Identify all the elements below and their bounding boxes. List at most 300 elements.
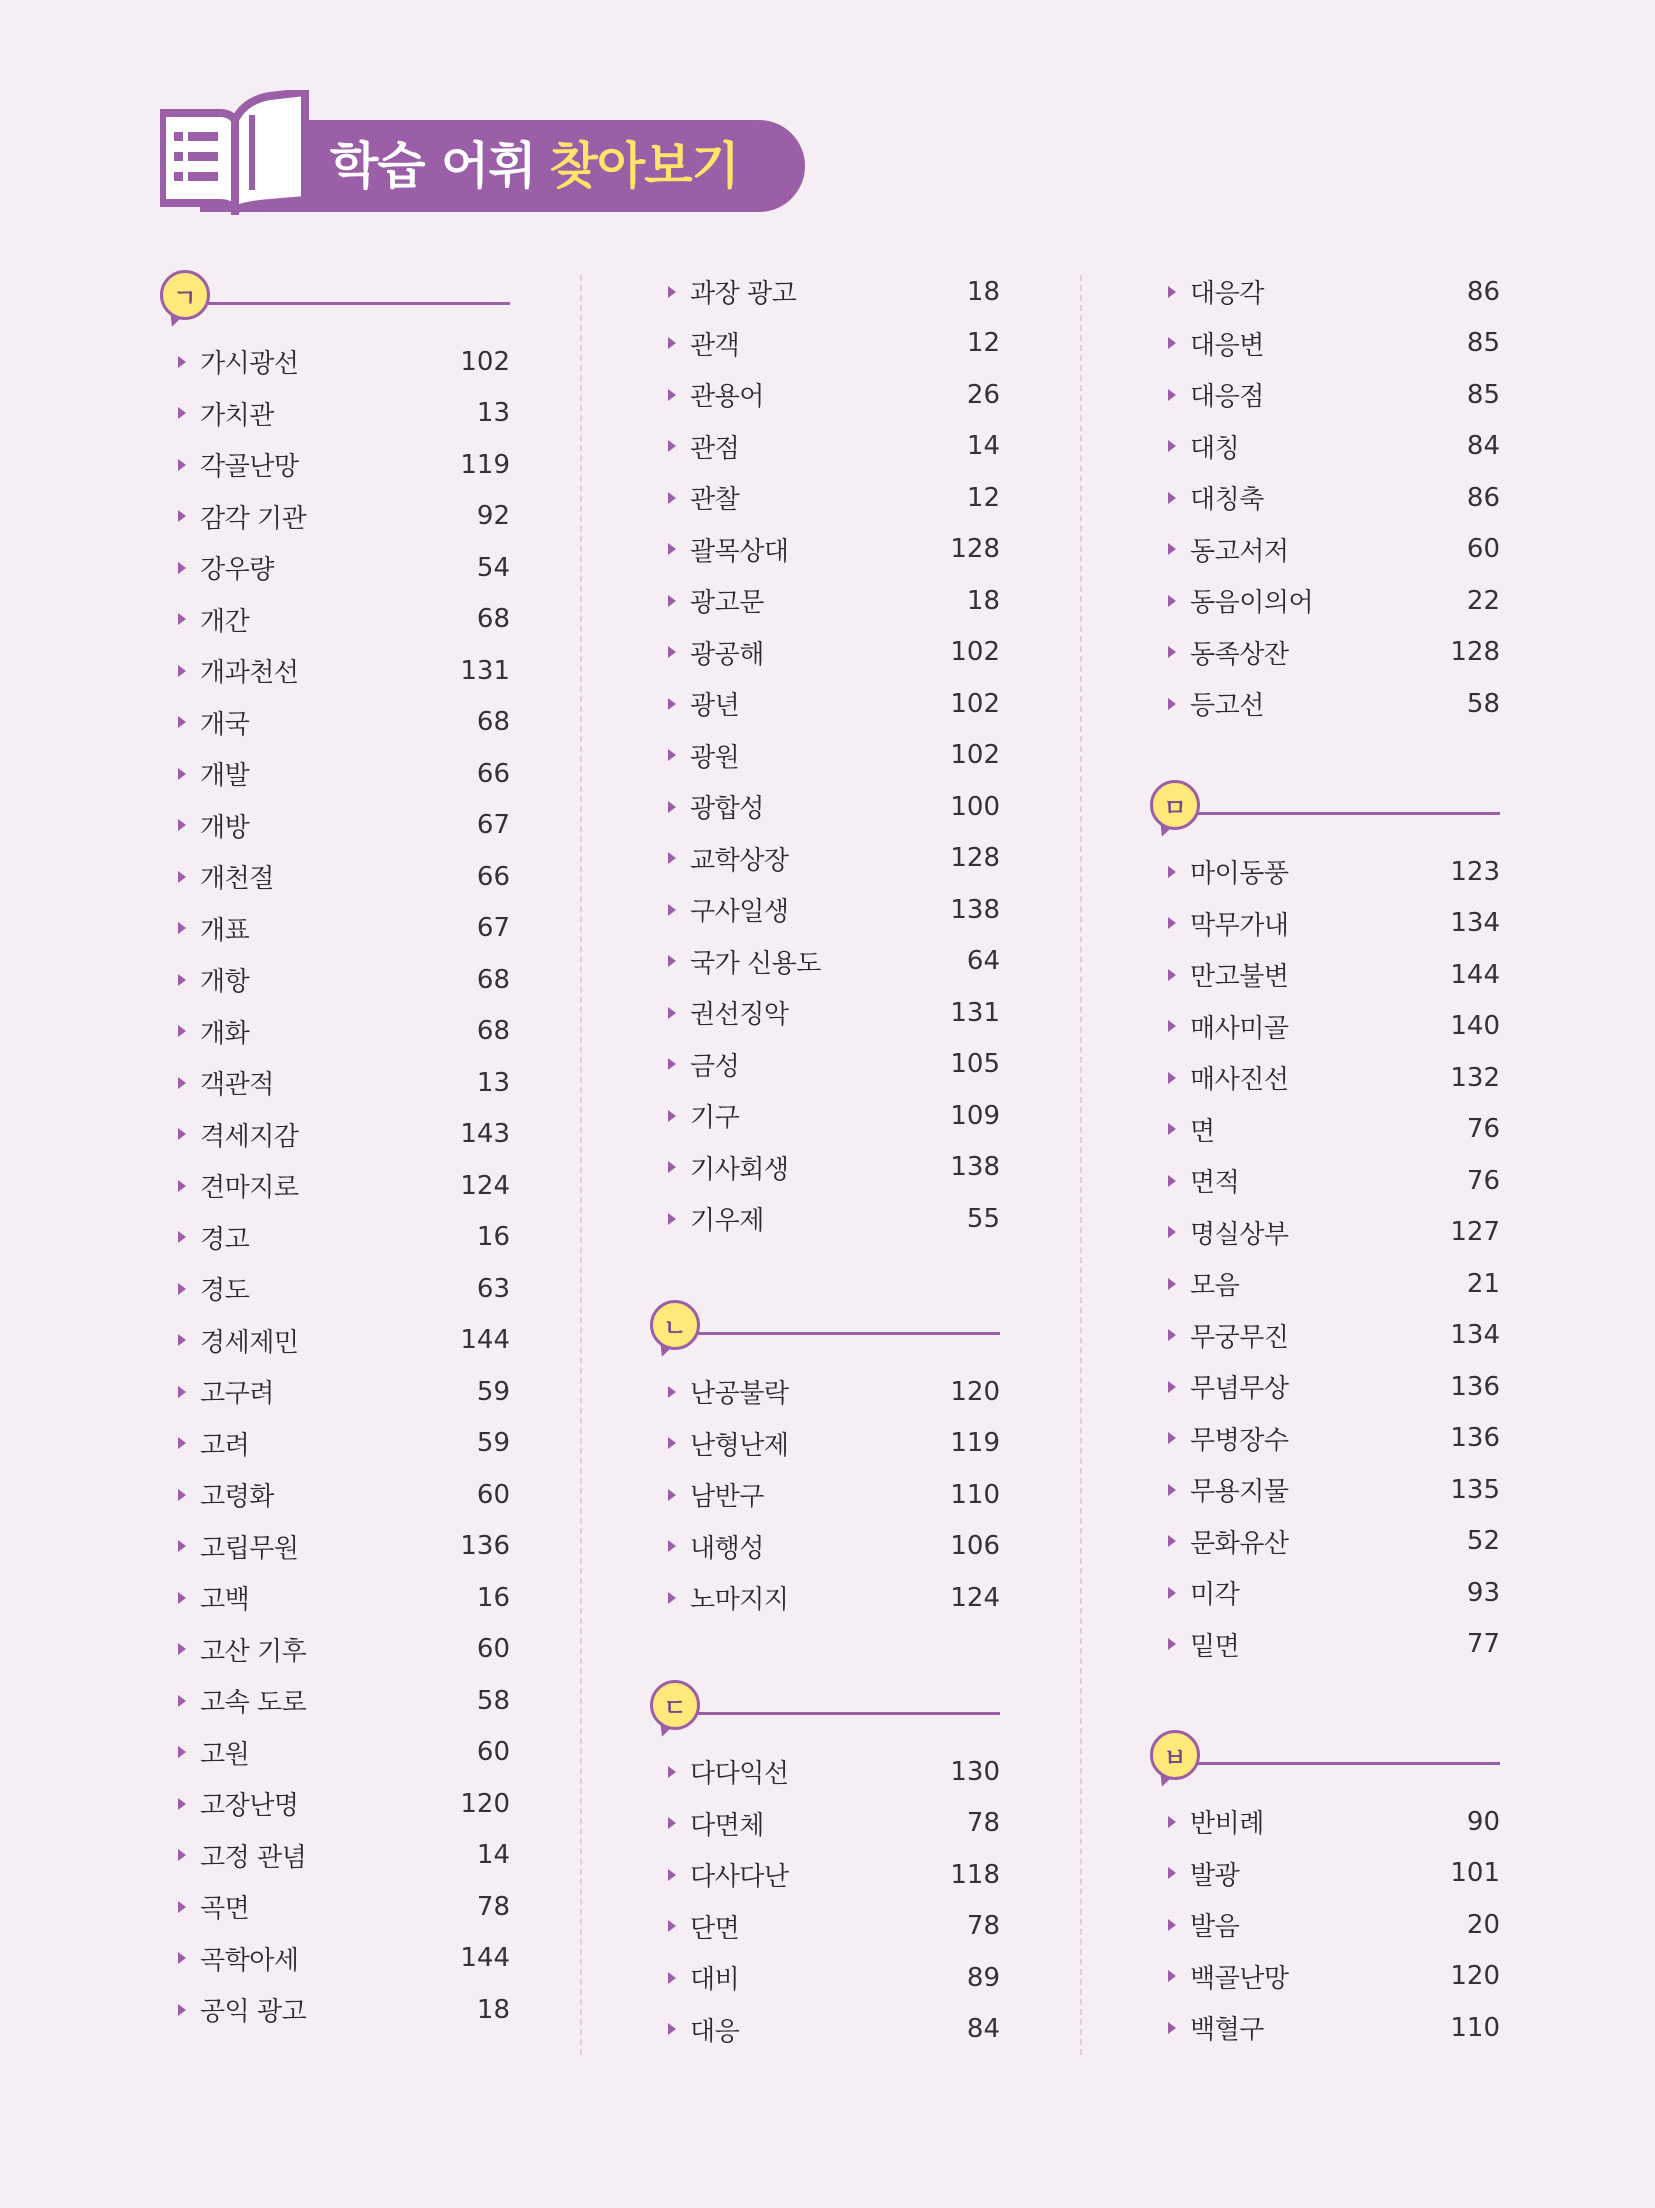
entry-term: 기우제 [690,1206,764,1237]
index-entry [160,542,510,594]
index-entry [160,1315,510,1367]
triangle-bullet-icon [1168,595,1176,607]
entry-page-number: 136 [460,1531,510,1562]
triangle-bullet-icon [178,1592,186,1604]
entry-term: 만고불변 [1190,962,1289,993]
entry-term: 다면체 [690,1810,764,1841]
triangle-bullet-icon [668,955,676,967]
index-entry [1150,472,1500,524]
index-entry [160,388,510,440]
entry-term: 가치관 [200,400,274,431]
section-rule [696,1712,1000,1715]
triangle-bullet-icon [1168,1432,1176,1444]
triangle-bullet-icon [668,1766,676,1778]
index-entry [160,1418,510,1470]
entry-term: 경고 [200,1224,250,1255]
entry-page-number: 52 [1466,1526,1500,1557]
entry-term: 고백 [200,1585,250,1616]
triangle-bullet-icon [668,1161,676,1173]
index-entry [650,1193,1000,1245]
index-entry [650,1798,1000,1850]
triangle-bullet-icon [1168,646,1176,658]
triangle-bullet-icon [178,819,186,831]
triangle-bullet-icon [1168,389,1176,401]
triangle-bullet-icon [178,1540,186,1552]
triangle-bullet-icon [1168,1816,1176,1828]
entry-page-number: 124 [460,1170,510,1201]
triangle-bullet-icon [668,286,676,298]
entry-term: 대응점 [1190,382,1264,413]
entry-term: 문화유산 [1190,1528,1289,1559]
section-header [650,1300,1000,1366]
entry-page-number: 58 [1466,688,1500,719]
triangle-bullet-icon [178,1334,186,1346]
triangle-bullet-icon [178,1283,186,1295]
index-entry [1150,1848,1500,1900]
index-entry [160,1109,510,1161]
index-entry [650,1952,1000,2004]
index-entry [160,645,510,697]
index-entry [1150,1619,1500,1671]
index-entry [1150,1001,1500,1053]
triangle-bullet-icon [1168,1638,1176,1650]
entry-page-number: 59 [476,1428,510,1459]
index-entry [1150,421,1500,473]
section-letter-badge: ㄱ [160,270,210,320]
entry-term: 가시광선 [200,349,299,380]
index-entry [1150,1516,1500,1568]
triangle-bullet-icon [668,1869,676,1881]
triangle-bullet-icon [178,459,186,471]
entry-term: 격세지감 [200,1121,299,1152]
index-entry [1150,1464,1500,1516]
index-entry [160,903,510,955]
index-entry [650,1039,1000,1091]
triangle-bullet-icon [1168,1226,1176,1238]
entry-term: 금성 [690,1051,740,1082]
section-header [650,1680,1000,1746]
triangle-bullet-icon [668,749,676,761]
triangle-bullet-icon [178,768,186,780]
triangle-bullet-icon [668,698,676,710]
entry-page-number: 76 [1466,1165,1500,1196]
index-entry [1150,1104,1500,1156]
index-entry [650,1090,1000,1142]
index-entry [1150,524,1500,576]
triangle-bullet-icon [178,1746,186,1758]
entry-term: 미각 [1190,1580,1240,1611]
entry-term: 노마지지 [690,1585,789,1616]
entry-term: 대칭 [1190,433,1240,464]
triangle-bullet-icon [1168,1535,1176,1547]
index-entry [160,1778,510,1830]
entry-term: 감각 기관 [200,503,307,534]
section-letter-badge: ㄷ [650,1680,700,1730]
triangle-bullet-icon [178,1386,186,1398]
index-entry [650,730,1000,782]
entry-term: 기사회생 [690,1154,789,1185]
entry-term: 광고문 [690,588,764,619]
entry-page-number: 85 [1466,328,1500,359]
entry-term: 개항 [200,967,250,998]
entry-term: 개천절 [200,864,274,895]
triangle-bullet-icon [178,510,186,522]
index-section [650,1300,1000,1624]
triangle-bullet-icon [1168,543,1176,555]
index-entry [650,1521,1000,1573]
entry-page-number: 124 [950,1582,1000,1613]
entry-page-number: 60 [476,1634,510,1665]
entry-term: 곡면 [200,1894,250,1925]
index-entry [160,1881,510,1933]
entry-page-number: 58 [476,1685,510,1716]
entry-term: 동음이의어 [1190,588,1314,619]
entry-page-number: 66 [476,861,510,892]
index-entry [160,1624,510,1676]
index-entry [160,1006,510,1058]
entry-page-number: 143 [460,1119,510,1150]
entry-term: 매사진선 [1190,1065,1289,1096]
index-entry [650,987,1000,1039]
entry-page-number: 144 [460,1943,510,1974]
entry-term: 반비례 [1190,1809,1264,1840]
triangle-bullet-icon [178,1901,186,1913]
triangle-bullet-icon [178,1695,186,1707]
index-entry [650,421,1000,473]
triangle-bullet-icon [1168,917,1176,929]
index-entry [650,472,1000,524]
triangle-bullet-icon [1168,2022,1176,2034]
index-entry [160,1212,510,1264]
page-header [160,90,805,215]
triangle-bullet-icon [1168,337,1176,349]
entry-page-number: 85 [1466,379,1500,410]
entry-term: 남반구 [690,1482,764,1513]
index-entry [1150,627,1500,679]
triangle-bullet-icon [178,1077,186,1089]
entry-term: 경세제민 [200,1327,299,1358]
index-entry [1150,2002,1500,2054]
entry-page-number: 12 [966,482,1000,513]
entry-page-number: 140 [1450,1011,1500,1042]
entry-term: 관객 [690,330,740,361]
entry-page-number: 120 [950,1376,1000,1407]
entry-term: 공익 광고 [200,1997,307,2028]
triangle-bullet-icon [1168,1278,1176,1290]
index-entry [1150,1361,1500,1413]
entry-page-number: 84 [966,2014,1000,2045]
column-divider [580,275,582,2055]
entry-page-number: 55 [966,1203,1000,1234]
entry-page-number: 134 [1450,1320,1500,1351]
triangle-bullet-icon [668,2023,676,2035]
entry-page-number: 132 [1450,1062,1500,1093]
triangle-bullet-icon [1168,1072,1176,1084]
entry-term: 고정 관념 [200,1842,307,1873]
entry-term: 객관적 [200,1070,274,1101]
page-title [330,130,739,202]
entry-page-number: 13 [476,398,510,429]
triangle-bullet-icon [668,1489,676,1501]
entry-term: 고원 [200,1739,250,1770]
entry-page-number: 86 [1466,276,1500,307]
book-icon [160,90,310,215]
triangle-bullet-icon [668,337,676,349]
index-entry [650,1418,1000,1470]
index-entry [1150,1951,1500,2003]
entry-page-number: 120 [1450,1961,1500,1992]
entry-page-number: 120 [460,1788,510,1819]
entry-term: 경도 [200,1276,250,1307]
triangle-bullet-icon [178,1798,186,1810]
entry-term: 개과천선 [200,658,299,689]
entry-term: 견마지로 [200,1173,299,1204]
entry-term: 고려 [200,1430,250,1461]
entry-page-number: 20 [1466,1909,1500,1940]
index-entry [650,627,1000,679]
entry-term: 고산 기후 [200,1636,307,1667]
triangle-bullet-icon [1168,1867,1176,1879]
entry-page-number: 100 [950,791,1000,822]
entry-term: 각골난망 [200,452,299,483]
entry-term: 과장 광고 [690,279,797,310]
entry-page-number: 84 [1466,431,1500,462]
triangle-bullet-icon [178,1643,186,1655]
triangle-bullet-icon [1168,866,1176,878]
triangle-bullet-icon [668,543,676,555]
entry-page-number: 68 [476,1016,510,1047]
entry-page-number: 22 [1466,585,1500,616]
index-entry [160,1469,510,1521]
triangle-bullet-icon [668,1058,676,1070]
entry-page-number: 131 [950,997,1000,1028]
entry-term: 무용지물 [1190,1477,1289,1508]
entry-term: 대응변 [1190,330,1264,361]
entry-page-number: 14 [476,1840,510,1871]
triangle-bullet-icon [178,1128,186,1140]
triangle-bullet-icon [668,646,676,658]
index-entry [650,2004,1000,2056]
index-entry [1150,575,1500,627]
index-entry [1150,1052,1500,1104]
triangle-bullet-icon [668,1213,676,1225]
triangle-bullet-icon [178,974,186,986]
entry-page-number: 60 [476,1737,510,1768]
triangle-bullet-icon [178,356,186,368]
entry-page-number: 66 [476,758,510,789]
entry-page-number: 64 [966,946,1000,977]
entry-term: 발음 [1190,1912,1240,1943]
index-section [1150,780,1500,1670]
index-entry [650,318,1000,370]
entry-page-number: 138 [950,894,1000,925]
entry-term: 국가 신용도 [690,948,821,979]
index-entry [160,594,510,646]
entry-page-number: 54 [476,552,510,583]
index-entry [160,1727,510,1779]
entry-term: 다다익선 [690,1759,789,1790]
section-header [1150,1730,1500,1796]
triangle-bullet-icon [1168,1020,1176,1032]
entry-page-number: 13 [476,1067,510,1098]
entry-term: 매사미골 [1190,1013,1289,1044]
entry-term: 면 [1190,1116,1215,1147]
section-letter-badge: ㅁ [1150,780,1200,830]
entry-page-number: 101 [1450,1858,1500,1889]
index-entry [160,800,510,852]
entry-term: 개간 [200,606,250,637]
index-entry [160,1160,510,1212]
triangle-bullet-icon [178,922,186,934]
entry-term: 괄목상대 [690,536,789,567]
section-letter-badge: ㄴ [650,1300,700,1350]
entry-page-number: 134 [1450,908,1500,939]
triangle-bullet-icon [668,389,676,401]
section-header [1150,780,1500,846]
index-section [1150,1730,1500,2054]
index-section [160,270,510,2036]
triangle-bullet-icon [668,1920,676,1932]
index-entry [650,575,1000,627]
entry-page-number: 60 [476,1479,510,1510]
entry-page-number: 138 [950,1152,1000,1183]
triangle-bullet-icon [178,407,186,419]
index-entry [650,678,1000,730]
entry-page-number: 16 [476,1222,510,1253]
entry-term: 개방 [200,812,250,843]
index-entry [1150,266,1500,318]
entry-term: 대응 [690,2016,740,2047]
entry-term: 대비 [690,1965,740,1996]
entry-page-number: 93 [1466,1577,1500,1608]
triangle-bullet-icon [178,1025,186,1037]
index-entry [650,781,1000,833]
entry-page-number: 78 [966,1911,1000,1942]
entry-term: 강우량 [200,555,274,586]
index-entry [1150,318,1500,370]
entry-term: 광공해 [690,639,764,670]
index-entry [1150,1207,1500,1259]
entry-term: 동족상잔 [1190,639,1289,670]
triangle-bullet-icon [178,1180,186,1192]
entry-page-number: 102 [460,346,510,377]
index-entry [160,1263,510,1315]
entry-page-number: 127 [1450,1217,1500,1248]
entry-page-number: 102 [950,637,1000,668]
index-entry [1150,1899,1500,1951]
triangle-bullet-icon [668,1540,676,1552]
entry-page-number: 21 [1466,1268,1500,1299]
entry-term: 광원 [690,742,740,773]
triangle-bullet-icon [178,871,186,883]
triangle-bullet-icon [1168,1329,1176,1341]
index-entry [650,266,1000,318]
index-entry [160,748,510,800]
entry-term: 기구 [690,1103,740,1134]
index-section [1150,266,1500,730]
entry-page-number: 68 [476,964,510,995]
entry-term: 관찰 [690,485,740,516]
entry-page-number: 68 [476,707,510,738]
index-entry [160,1830,510,1882]
section-rule [1196,812,1500,815]
entry-page-number: 106 [950,1531,1000,1562]
triangle-bullet-icon [668,904,676,916]
index-section [650,1680,1000,2055]
triangle-bullet-icon [1168,1919,1176,1931]
index-entry [650,833,1000,885]
entry-term: 개화 [200,1018,250,1049]
entry-term: 관점 [690,433,740,464]
triangle-bullet-icon [668,1592,676,1604]
triangle-bullet-icon [178,1849,186,1861]
entry-page-number: 119 [950,1428,1000,1459]
entry-page-number: 18 [966,585,1000,616]
triangle-bullet-icon [178,1437,186,1449]
entry-page-number: 128 [950,843,1000,874]
triangle-bullet-icon [178,1489,186,1501]
triangle-bullet-icon [178,716,186,728]
triangle-bullet-icon [1168,1587,1176,1599]
triangle-bullet-icon [668,1007,676,1019]
section-rule [696,1332,1000,1335]
index-entry [160,1572,510,1624]
index-entry [650,1366,1000,1418]
triangle-bullet-icon [668,1817,676,1829]
section-rule [1196,1762,1500,1765]
triangle-bullet-icon [1168,1175,1176,1187]
index-entry [1150,898,1500,950]
entry-term: 고속 도로 [200,1688,307,1719]
index-entry [160,491,510,543]
triangle-bullet-icon [178,562,186,574]
index-entry [650,524,1000,576]
entry-term: 면적 [1190,1168,1240,1199]
triangle-bullet-icon [668,1386,676,1398]
triangle-bullet-icon [1168,1123,1176,1135]
index-entry [1150,846,1500,898]
entry-page-number: 14 [966,431,1000,462]
entry-page-number: 123 [1450,856,1500,887]
entry-page-number: 90 [1466,1806,1500,1837]
entry-term: 광년 [690,691,740,722]
section-header [160,270,510,336]
entry-page-number: 68 [476,604,510,635]
triangle-bullet-icon [668,492,676,504]
entry-term: 고구려 [200,1379,274,1410]
triangle-bullet-icon [1168,1381,1176,1393]
index-entry [160,336,510,388]
entry-page-number: 102 [950,688,1000,719]
index-entry [1150,1567,1500,1619]
triangle-bullet-icon [178,613,186,625]
entry-page-number: 136 [1450,1371,1500,1402]
entry-page-number: 18 [476,1994,510,2025]
entry-page-number: 78 [966,1808,1000,1839]
entry-page-number: 105 [950,1049,1000,1080]
entry-term: 무병장수 [1190,1425,1289,1456]
entry-term: 백골난망 [1190,1963,1289,1994]
section-letter-badge: ㅂ [1150,1730,1200,1780]
section-rule [206,302,510,305]
index-entry [160,1057,510,1109]
triangle-bullet-icon [668,852,676,864]
entry-page-number: 109 [950,1100,1000,1131]
entry-page-number: 110 [1450,2012,1500,2043]
index-entry [160,439,510,491]
index-entry [160,1675,510,1727]
index-entry [1150,1155,1500,1207]
